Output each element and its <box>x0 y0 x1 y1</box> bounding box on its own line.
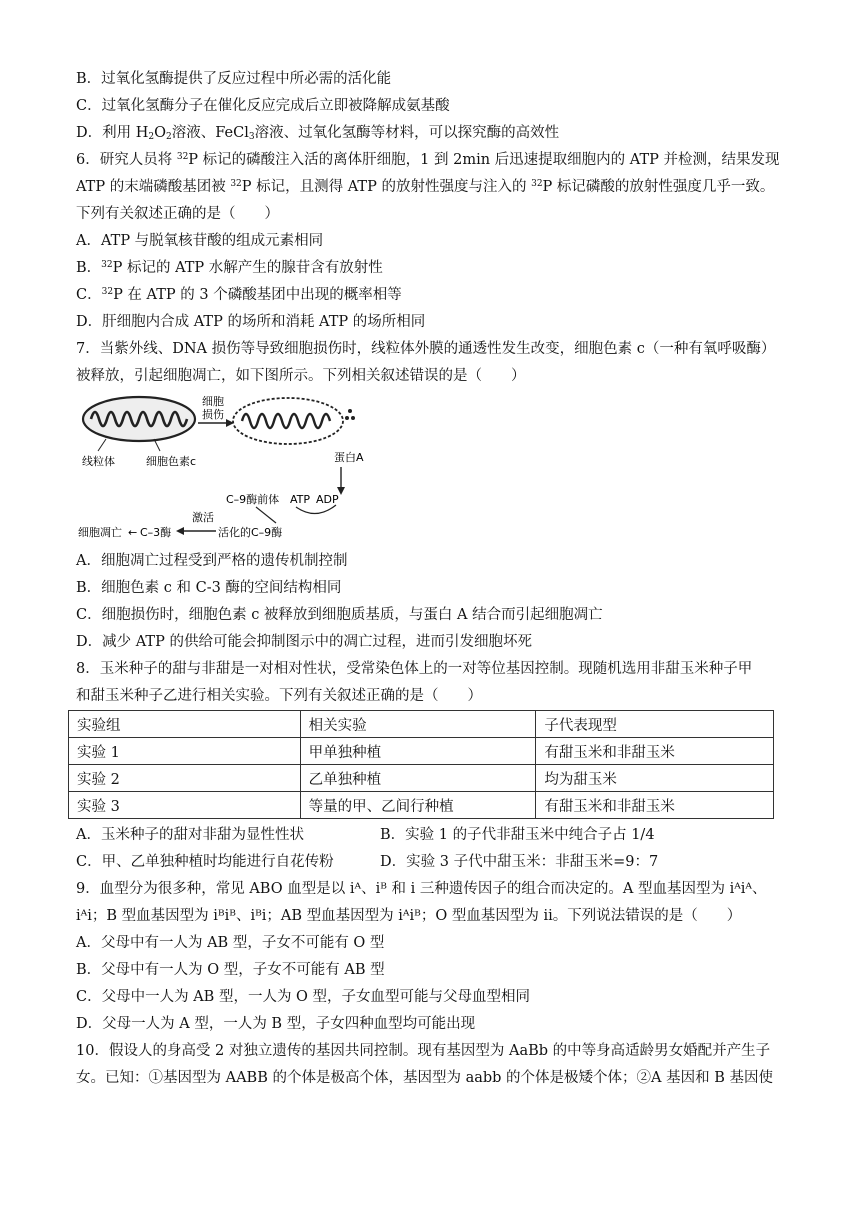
label-damage: 细胞 <box>202 395 224 408</box>
subscript: 3 <box>248 132 255 142</box>
label-apoptosis: 细胞凋亡 <box>78 526 122 539</box>
q9-option-c: C．父母中一人为 AB 型，一人为 O 型，子女血型可能与父母血型相同 <box>76 989 531 1005</box>
table-cell: 实验 2 <box>69 765 301 792</box>
superscript: 32 <box>531 179 543 189</box>
text: P 标记磷酸的放射性强度几乎一致。 <box>542 179 775 195</box>
label-atp: ATP <box>290 493 311 506</box>
q5-option-d-text: 溶液、FeCl <box>171 125 249 141</box>
q7-option-b: B．细胞色素 c 和 C-3 酶的空间结构相同 <box>76 580 342 596</box>
q6-stem-line2 <box>76 177 796 197</box>
subscript: 2 <box>166 132 172 142</box>
table-row <box>69 738 774 765</box>
q6-option-a: A．ATP 与脱氧核苷酸的组成元素相同 <box>76 233 324 249</box>
cytochrome-dot <box>351 416 355 420</box>
q7-option-c: C．细胞损伤时，细胞色素 c 被释放到细胞质基质，与蛋白 A 结合而引起细胞凋亡 <box>76 607 603 623</box>
table-row <box>69 765 774 792</box>
cytochrome-dot <box>348 409 352 413</box>
superscript: 32 <box>230 179 242 189</box>
q8-option-c: C．甲、乙单独种植时均能进行自花传粉 <box>76 854 334 870</box>
cytochrome-dot <box>345 416 349 420</box>
text: P 标记，且测得 ATP 的放射性强度与注入的 <box>241 179 532 195</box>
q9-option-d: D．父母一人为 A 型，一人为 B 型，子女四种血型均可能出现 <box>76 1016 476 1032</box>
text: ATP 的末端磷酸基团被 <box>76 179 231 195</box>
q9-option-a: A．父母中有一人为 AB 型，子女不可能有 O 型 <box>76 935 385 951</box>
experiment-table <box>68 710 774 819</box>
q9-stem-line2: iᴬi；B 型血基因型为 iᴮiᴮ、iᴮi；AB 型血基因型为 iᴬiᴮ；O 型血基因型为 ii。下列说法错误的是（ ） <box>76 908 742 924</box>
q10-stem-line2: 女。已知：①基因型为 AABB 的个体是极高个体，基因型为 aabb 的个体是极矮个体；②A 基因和 B 基因使 <box>76 1070 773 1086</box>
table-cell: 甲单独种植 <box>300 738 536 765</box>
table-row <box>69 792 774 819</box>
q8-option-b: B．实验 1 的子代非甜玉米中纯合子占 1/4 <box>380 827 655 843</box>
q8-option-d: D．实验 3 子代中甜玉米：非甜玉米=9：7 <box>380 854 659 870</box>
table-cell: 有甜玉米和非甜玉米 <box>536 792 774 819</box>
q8-stem-line1: 8．玉米种子的甜与非甜是一对相对性状，受常染色体上的一对等位基因控制。现随机选用非甜玉米种子甲 <box>76 661 753 677</box>
q9-option-b: B．父母中有一人为 O 型，子女不可能有 AB 型 <box>76 962 385 978</box>
label-damage: 损伤 <box>202 408 224 421</box>
label-active-c9: 活化的C–9酶 <box>218 526 283 539</box>
label-cytochrome-c: 细胞色素c <box>146 455 197 468</box>
label-adp: ADP <box>316 493 339 506</box>
superscript: 32 <box>101 287 114 297</box>
q8-option-a: A．玉米种子的甜对非甜为显性性状 <box>76 827 304 843</box>
table-cell: 有甜玉米和非甜玉米 <box>536 738 774 765</box>
q5-option-d-text: D．利用 H <box>76 125 149 141</box>
label-c9-precursor: C–9酶前体 <box>226 493 280 506</box>
table-cell: 均为甜玉米 <box>536 765 774 792</box>
table-header: 子代表现型 <box>536 711 774 738</box>
q5-option-d-text: 溶液、过氧化氢酶等材料，可以探究酶的高效性 <box>254 125 560 141</box>
text: B． <box>76 260 102 276</box>
q7-option-a: A．细胞凋亡过程受到严格的遗传机制控制 <box>76 553 348 569</box>
text: 6．研究人员将 <box>76 152 177 168</box>
q7-option-d: D．减少 ATP 的供给可能会抑制图示中的凋亡过程，进而引发细胞坏死 <box>76 634 532 650</box>
superscript: 32 <box>101 260 113 270</box>
q7-stem-line2: 被释放，引起细胞凋亡，如下图所示。下列相关叙述错误的是（ ） <box>76 368 526 384</box>
q9-stem-line1: 9．血型分为很多种，常见 ABO 血型是以 iᴬ、iᴮ 和 i 三种遗传因子的组合而决定的。A 型血基因型为 iᴬiᴬ、 <box>76 881 767 897</box>
table-cell: 实验 3 <box>69 792 301 819</box>
q6-stem-line3: 下列有关叙述正确的是（ ） <box>76 206 279 222</box>
mitochondrion-left <box>83 397 195 441</box>
table-header-row <box>69 711 774 738</box>
table-cell: 等量的甲、乙间行种植 <box>300 792 536 819</box>
superscript: 32 <box>176 152 189 162</box>
q5-option-c: C．过氧化氢酶分子在催化反应完成后立即被降解成氨基酸 <box>76 98 450 114</box>
label-protein-a: 蛋白A <box>334 451 364 464</box>
text: C． <box>76 287 102 303</box>
text: P 标记的磷酸注入活的离体肝细胞，1 到 2min 后迅速提取细胞内的 ATP 并检测，结果发现 <box>188 152 780 168</box>
q7-stem-line1: 7．当紫外线、DNA 损伤等导致细胞损伤时，线粒体外膜的通透性发生改变，细胞色素 c（一种有氧呼吸酶） <box>76 341 776 357</box>
label-mitochondrion: 线粒体 <box>82 455 115 468</box>
q5-option-d: D．利用 $H_2O_2$溶液、FeCl$_3$溶液、过氧化氢酶等材料，可以探究酶的高效性 <box>76 125 560 142</box>
text: P 标记的 ATP 水解产生的腺苷含有放射性 <box>112 260 383 276</box>
q6-stem-line1 <box>76 150 796 170</box>
q5-option-b: B．过氧化氢酶提供了反应过程中所必需的活化能 <box>76 71 392 87</box>
q6-option-d: D．肝细胞内合成 ATP 的场所和消耗 ATP 的场所相同 <box>76 314 426 330</box>
text: P 在 ATP 的 3 个磷酸基团中出现的概率相等 <box>113 287 402 303</box>
q6-option-c <box>76 285 796 305</box>
table-header: 相关实验 <box>300 711 536 738</box>
label-c3-enzyme: C–3酶 <box>140 526 172 539</box>
table-cell: 实验 1 <box>69 738 301 765</box>
label-activate: 激活 <box>192 511 214 524</box>
q6-option-b <box>76 258 796 278</box>
mitochondrion-right <box>233 398 343 444</box>
table-header: 实验组 <box>69 711 301 738</box>
subscript: 2 <box>148 132 155 142</box>
q10-stem-line1: 10．假设人的身高受 2 对独立遗传的基因共同控制。现有基因型为 AaBb 的中等身高适龄男女婚配并产生子 <box>76 1043 771 1059</box>
table-cell: 乙单独种植 <box>300 765 536 792</box>
arrow-left: ← <box>128 526 138 539</box>
q8-stem-line2: 和甜玉米种子乙进行相关实验。下列有关叙述正确的是（ ） <box>76 688 482 704</box>
apoptosis-diagram <box>76 393 366 543</box>
